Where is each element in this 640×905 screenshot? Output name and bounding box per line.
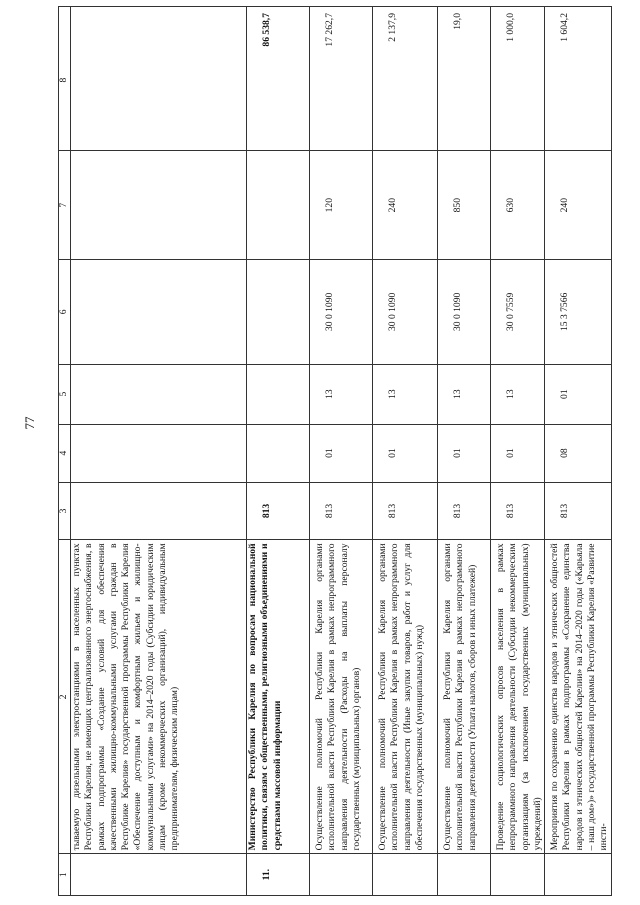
row-description: Осуществление полномочий Республики Карелия органами исполнительной власти Республики Карелия в рамках непрограммного направления деятельности (Иные закупки товаров, работ и услуг для обеспечения государственных (муниципальных) нужд)	[373, 540, 438, 854]
row-code-ministry: 813	[545, 482, 611, 540]
row-description: Мероприятия по сохранению единства народов и этнических общностей Республики Карелия в рамках подпрограммы «Сохранение единства народов и этнических общностей Карелии» на 2014–2020 годы («Карьяла – наш дом»)» государственной программы Республики Карелия «Развитие инсти-	[545, 540, 611, 854]
row-code-subsection: 13	[491, 364, 545, 424]
row-code-expense-type: 850	[438, 151, 491, 260]
row-code-subsection: 01	[545, 364, 611, 424]
table-row	[247, 7, 310, 896]
row-amount: 2 137,9	[373, 7, 438, 151]
row-number	[310, 854, 373, 896]
row-description: Осуществление полномочий Республики Карелия органами исполнительной власти Республики Карелия в рамках непрограммного направления деятельности (Расходы на выплаты персоналу государственных (муниципальных) органов)	[310, 540, 373, 854]
header-col-6: 6	[59, 260, 71, 365]
table-header-row	[59, 7, 71, 896]
row-code-ministry: 813	[373, 482, 438, 540]
row-code-target: 30 0 1090	[310, 260, 373, 365]
row-amount: 86 538,7	[247, 7, 310, 151]
row-code-section: 08	[545, 424, 611, 482]
budget-table	[58, 6, 612, 896]
row-code-expense-type	[71, 151, 247, 260]
row-amount	[71, 7, 247, 151]
row-amount: 17 262,7	[310, 7, 373, 151]
row-code-target: 15 3 7566	[545, 260, 611, 365]
row-code-ministry: 813	[438, 482, 491, 540]
row-code-section: 01	[310, 424, 373, 482]
row-number	[71, 854, 247, 896]
table-row	[545, 7, 611, 896]
row-code-target: 30 0 7559	[491, 260, 545, 365]
row-code-section	[247, 424, 310, 482]
table-row	[310, 7, 373, 896]
table-row	[373, 7, 438, 896]
row-number	[491, 854, 545, 896]
row-description: Министерство Республики Карелия по вопросам национальной политики, связям с общественными, религиозными объединениями и средствами массовой информации	[247, 540, 310, 854]
row-description: Проведение социологических опросов населения в рамках непрограммного направления деятельности (Субсидии некоммерческим организациям (за исключением государственных (муниципальных) учреждений)	[491, 540, 545, 854]
row-code-ministry: 813	[491, 482, 545, 540]
table-row	[438, 7, 491, 896]
row-code-section	[71, 424, 247, 482]
row-number	[373, 854, 438, 896]
row-amount: 19,0	[438, 7, 491, 151]
row-code-subsection: 13	[373, 364, 438, 424]
row-code-target	[71, 260, 247, 365]
header-col-7: 7	[59, 151, 71, 260]
header-col-4: 4	[59, 424, 71, 482]
row-amount: 1 604,2	[545, 7, 611, 151]
row-code-subsection: 13	[438, 364, 491, 424]
row-code-expense-type: 630	[491, 151, 545, 260]
row-number	[545, 854, 611, 896]
row-code-expense-type: 120	[310, 151, 373, 260]
rotated-page	[58, 6, 610, 896]
page-number: 77	[22, 416, 37, 430]
row-code-ministry: 813	[247, 482, 310, 540]
row-description: Осуществление полномочий Республики Карелия органами исполнительной власти Республики Карелия в рамках непрограммного направления деятельности (Уплата налогов, сборов и иных платежей)	[438, 540, 491, 854]
row-code-section: 01	[491, 424, 545, 482]
row-code-ministry: 813	[310, 482, 373, 540]
row-code-subsection	[71, 364, 247, 424]
row-code-subsection	[247, 364, 310, 424]
row-number: 11.	[247, 854, 310, 896]
header-col-1: 1	[59, 854, 71, 896]
row-code-target	[247, 260, 310, 365]
row-code-target: 30 0 1090	[373, 260, 438, 365]
row-code-subsection: 13	[310, 364, 373, 424]
row-code-section: 01	[438, 424, 491, 482]
row-number	[438, 854, 491, 896]
row-code-ministry	[71, 482, 247, 540]
row-description: тываемую дизельными электростанциями в населенных пунктах Республики Карелия, не имеющих централизованного энергоснабжения, в рамках подпрограммы «Создание условий для обеспечения качественными жилищно-коммунальными услугами граждан в Республике Карелия» государственной программы Республики Карелия «Обеспечение доступным и комфортным жильем и жилищно-коммунальными услугами» на 2014–2020 годы (Субсидии юридическим лицам (кроме некоммерческих организаций), индивидуальным предпринимателям, физическим лицам)	[71, 540, 247, 854]
header-col-5: 5	[59, 364, 71, 424]
row-code-target: 30 0 1090	[438, 260, 491, 365]
table-row	[491, 7, 545, 896]
table-row	[71, 7, 247, 896]
header-col-8: 8	[59, 7, 71, 151]
header-col-3: 3	[59, 482, 71, 540]
row-code-expense-type: 240	[545, 151, 611, 260]
row-code-section: 01	[373, 424, 438, 482]
row-amount: 1 000,0	[491, 7, 545, 151]
header-col-2: 2	[59, 540, 71, 854]
row-code-expense-type	[247, 151, 310, 260]
row-code-expense-type: 240	[373, 151, 438, 260]
